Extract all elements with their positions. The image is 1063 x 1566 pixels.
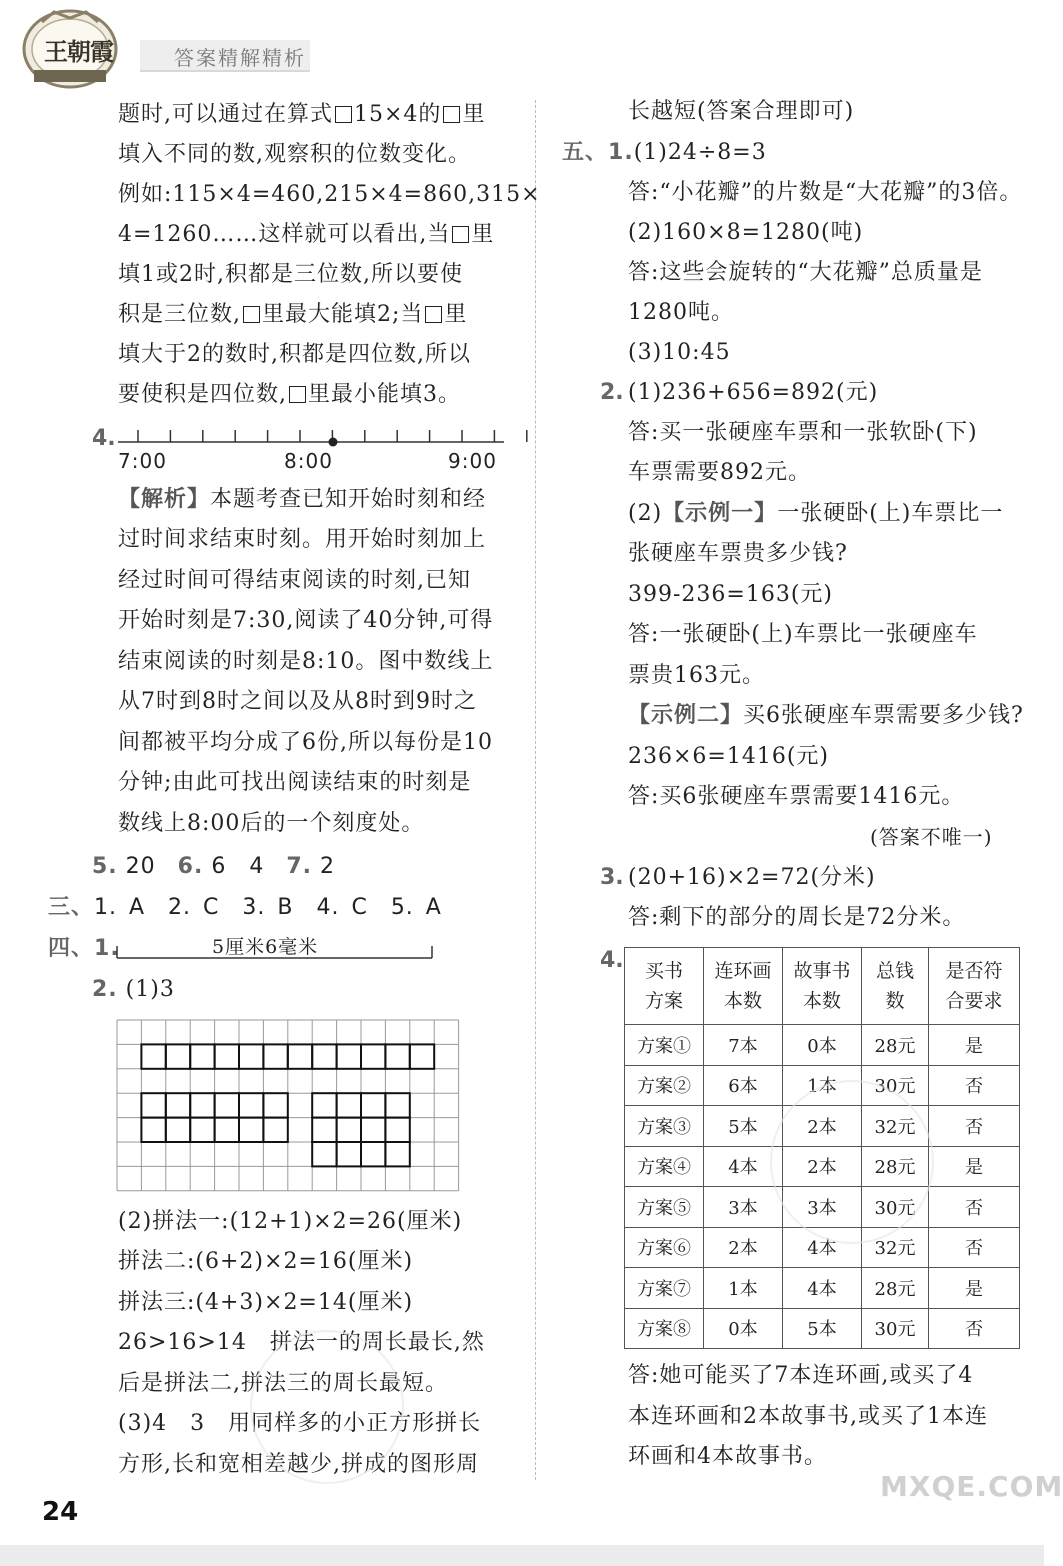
table-header-row [625,948,1020,1025]
table-cell: 30元 [862,1065,929,1106]
intro-line: 填入不同的数,观察积的位数变化。 [118,142,471,167]
table-header [862,948,929,1025]
blank-box [289,386,306,403]
table-cell: 0本 [704,1308,783,1349]
analysis-line: 间都被平均分成了6份,所以每份是10 [118,730,493,755]
q2-line: (3)4 3 用同样多的小正方形拼长 [118,1411,482,1436]
footer-band [0,1545,1044,1566]
q2-line: 后是拼法二,拼法三的周长最短。 [118,1371,448,1396]
table-cell: 28元 [862,1025,929,1066]
answer-text: (1)24÷8=3 [633,140,767,165]
question-number: 6. [177,854,204,879]
text-span: 本题考查已知开始时刻和经 [210,487,487,512]
segment-label: 5厘米6毫米 [212,936,319,958]
table-cell: 6本 [704,1065,783,1106]
watermark: MXQE.COM [880,1470,1063,1503]
figure-square [361,1093,385,1117]
table-cell: 是 [929,1268,1020,1309]
q2-part1 [92,975,175,1005]
table-cell: 方案⑦ [625,1268,704,1309]
answer-value: 6 4 [211,854,265,879]
analysis-line: 结束阅读的时刻是8:10。图中数线上 [118,649,494,674]
question-number: 3. [600,865,624,890]
header-text: 数 [885,990,905,1012]
answer-text: (1)3 [125,977,175,1002]
table-row [625,1308,1020,1349]
intro-line: 例如:115×4=460,215×4=860,315× [118,182,541,207]
header-text: 总钱 [875,960,914,982]
example-one-line [628,499,1003,529]
header-text: 是否符 [945,960,1003,982]
answer-line: 236×6=1416(元) [628,744,830,769]
answer-value: 20 [125,854,156,879]
analysis-tag: 【解析】 [118,487,211,512]
text-span: 15×4的 [354,102,442,127]
figure-square [410,1044,434,1068]
publisher-logo [20,6,120,92]
table-cell: 否 [929,1187,1020,1228]
intro-line [118,100,485,130]
figure-square [337,1044,361,1068]
answer-line: 答:买一张硬座车票和一张软卧(下) [628,420,978,445]
answer-value: 2 [320,854,336,879]
text-span: 里 [444,302,468,327]
figure-square [361,1044,385,1068]
figure-square [190,1093,214,1117]
figure-square [337,1093,361,1117]
text-span: 里 [471,222,495,247]
blank-box [243,306,260,323]
text-span: 里最小能填3。 [308,382,461,407]
figure-square [288,1044,312,1068]
continuation-line: 长越短(答案合理即可) [628,99,855,124]
table-cell: 1本 [704,1268,783,1309]
table-cell: 0本 [783,1025,862,1066]
table-cell: 3本 [704,1187,783,1228]
answer-note: (答案不唯一) [870,825,993,849]
analysis-line: 过时间求结束时刻。用开始时刻加上 [118,527,487,552]
example-two-tag: 【示例二】 [628,703,744,728]
analysis-line: 经过时间可得结束阅读的时刻,已知 [118,568,471,593]
logo-text: 王朝霞 [44,37,113,66]
answers-5-6-7 [92,852,335,882]
section-label: 三、 [48,895,95,920]
answer-line: 答:买6张硬座车票需要1416元。 [628,784,965,809]
blank-box [425,306,442,323]
table-cell: 4本 [704,1146,783,1187]
figure-square [166,1093,190,1117]
table-cell: 4本 [783,1268,862,1309]
figure-square [239,1093,263,1117]
question-number: 7. [286,854,313,879]
figure-square [166,1044,190,1068]
figure-square [141,1118,165,1142]
text-span: 里 [462,102,486,127]
answer-line: 本连环画和2本故事书,或买了1本连 [628,1404,988,1429]
figure-square [263,1093,287,1117]
figure-square [239,1044,263,1068]
answer-line: 答:剩下的部分的周长是72分米。 [628,905,966,930]
number-line-label: 7:00 [118,449,167,473]
blank-box [443,106,460,123]
figure-square [337,1142,361,1166]
figure-square [141,1044,165,1068]
question-number: 4. [600,948,624,973]
figure-square [215,1044,239,1068]
square-grid [116,1019,460,1193]
header-text: 合要求 [945,990,1003,1012]
table-cell: 32元 [862,1227,929,1268]
table-cell: 否 [929,1227,1020,1268]
figure-square [385,1044,409,1068]
table-row [625,1025,1020,1066]
table-cell: 是 [929,1025,1020,1066]
table-cell: 28元 [862,1268,929,1309]
figure-square [385,1142,409,1166]
section-three [48,893,442,923]
example-one-tag: 【示例一】 [662,501,778,526]
intro-line [118,300,467,330]
table-cell: 3本 [783,1187,862,1228]
header-text: 本数 [723,990,762,1012]
table-cell: 30元 [862,1308,929,1349]
text-span: (2) [628,501,663,526]
header-text: 买书 [644,960,683,982]
question-number: 4. [92,426,116,451]
answer-line: 票贵163元。 [628,663,765,688]
table-header [625,948,704,1025]
answer-line: (20+16)×2=72(分米) [628,865,876,890]
q2-line: 拼法三:(4+3)×2=14(厘米) [118,1290,414,1315]
figure-square [239,1118,263,1142]
figure-square [263,1044,287,1068]
table-header [783,948,862,1025]
blank-box [335,106,352,123]
question-number: 2. [92,977,118,1002]
figure-square [312,1142,336,1166]
number-line-label: 9:00 [448,449,497,473]
table-cell: 30元 [862,1187,929,1228]
table-cell: 方案③ [625,1106,704,1147]
table-cell: 4本 [783,1227,862,1268]
question-number: 1. [94,936,120,961]
table-cell: 32元 [862,1106,929,1147]
answer-line: 399-236=163(元) [628,582,834,607]
analysis-line [118,485,486,515]
column-divider [535,100,536,1480]
figure-square [312,1118,336,1142]
figure-square [141,1093,165,1117]
figure-square [385,1093,409,1117]
table-cell: 28元 [862,1146,929,1187]
analysis-line: 从7时到8时之间以及从8时到9时之 [118,689,477,714]
answer-line: 答:这些会旋转的“大花瓣”总质量是 [628,260,983,285]
header-title: 答案精解精析 [174,46,306,70]
text-span: 积是三位数, [118,302,241,327]
table-cell: 方案⑥ [625,1227,704,1268]
text-span: 里最大能填2;当 [262,302,424,327]
table-cell: 方案④ [625,1146,704,1187]
q2-line: (2)拼法一:(12+1)×2=26(厘米) [118,1209,463,1234]
intro-line [118,380,461,410]
table-cell: 7本 [704,1025,783,1066]
question-number: 1. [608,140,634,165]
number-line-label: 8:00 [284,449,333,473]
table-header [929,948,1020,1025]
figure-square [312,1093,336,1117]
question-number: 5. [92,854,118,879]
table-cell: 5本 [783,1308,862,1349]
header-text: 连环画 [714,960,772,982]
answer-line: 答:“小花瓣”的片数是“大花瓣”的3倍。 [628,180,1023,205]
table-cell: 方案② [625,1065,704,1106]
table-cell: 方案⑤ [625,1187,704,1228]
figure-square [190,1118,214,1142]
figure-square [215,1093,239,1117]
answer-line: 环画和4本故事书。 [628,1444,827,1469]
text-span: 一张硬卧(上)车票比一 [777,501,1004,526]
answer-line: (1)236+656=892(元) [628,380,879,405]
q2-line: 26>16>14 拼法一的周长最长,然 [118,1330,485,1355]
section-five [562,138,767,168]
answer-line: 答:她可能买了7本连环画,或买了4 [628,1363,974,1388]
q2-line: 方形,长和宽相差越少,拼成的图形周 [118,1452,479,1477]
figure-square [190,1044,214,1068]
intro-line: 填大于2的数时,积都是四位数,所以 [118,342,471,367]
section-four [48,934,120,964]
text-span: 买6张硬座车票需要多少钱? [743,703,1024,728]
intro-line [118,220,494,250]
faint-stamp [770,1080,934,1244]
text-span: 要使积是四位数, [118,382,287,407]
analysis-line: 数线上8:00后的一个刻度处。 [118,811,425,836]
table-cell: 方案① [625,1025,704,1066]
q2-line: 拼法二:(6+2)×2=16(厘米) [118,1249,414,1274]
table-cell: 是 [929,1146,1020,1187]
answer-line: 1280吨。 [628,300,734,325]
figure-square [385,1118,409,1142]
text-span: 题时,可以通过在算式 [118,102,333,127]
figure-square [215,1118,239,1142]
figure-square [337,1118,361,1142]
table-cell: 2本 [783,1146,862,1187]
table-header [704,948,783,1025]
table-cell: 2本 [783,1106,862,1147]
answer-line: 张硬座车票贵多少钱? [628,541,848,566]
analysis-line: 分钟;由此可找出阅读结束的时刻是 [118,770,472,795]
table-row [625,1268,1020,1309]
figure-square [361,1142,385,1166]
example-two-line [628,701,1024,731]
figure-square [166,1118,190,1142]
section-label: 四、 [48,936,95,961]
answer-line: 车票需要892元。 [628,460,811,485]
question-number: 2. [600,380,624,405]
section-label: 五、 [562,140,609,165]
intro-line: 填1或2时,积都是三位数,所以要使 [118,262,463,287]
figure-square [361,1118,385,1142]
table-cell: 否 [929,1106,1020,1147]
section-answers: 1. A 2. C 3. B 4. C 5. A [94,895,442,920]
answer-line: 答:一张硬卧(上)车票比一张硬座车 [628,622,978,647]
table-cell: 方案⑧ [625,1308,704,1349]
analysis-line: 开始时刻是7:30,阅读了40分钟,可得 [118,608,494,633]
table-cell: 5本 [704,1106,783,1147]
figure-square [263,1118,287,1142]
figure-square [312,1044,336,1068]
page-number: 24 [42,1497,79,1527]
table-cell: 否 [929,1065,1020,1106]
table-cell: 否 [929,1308,1020,1349]
table-cell: 1本 [783,1065,862,1106]
blank-box [452,226,469,243]
header-text: 故事书 [793,960,851,982]
answer-line: (3)10:45 [628,340,731,365]
header-text: 本数 [802,990,841,1012]
header-text: 方案 [644,990,683,1012]
faint-stamp [250,1330,404,1484]
answer-line: (2)160×8=1280(吨) [628,220,864,245]
text-span: 4=1260……这样就可以看出,当 [118,222,451,247]
table-cell: 2本 [704,1227,783,1268]
